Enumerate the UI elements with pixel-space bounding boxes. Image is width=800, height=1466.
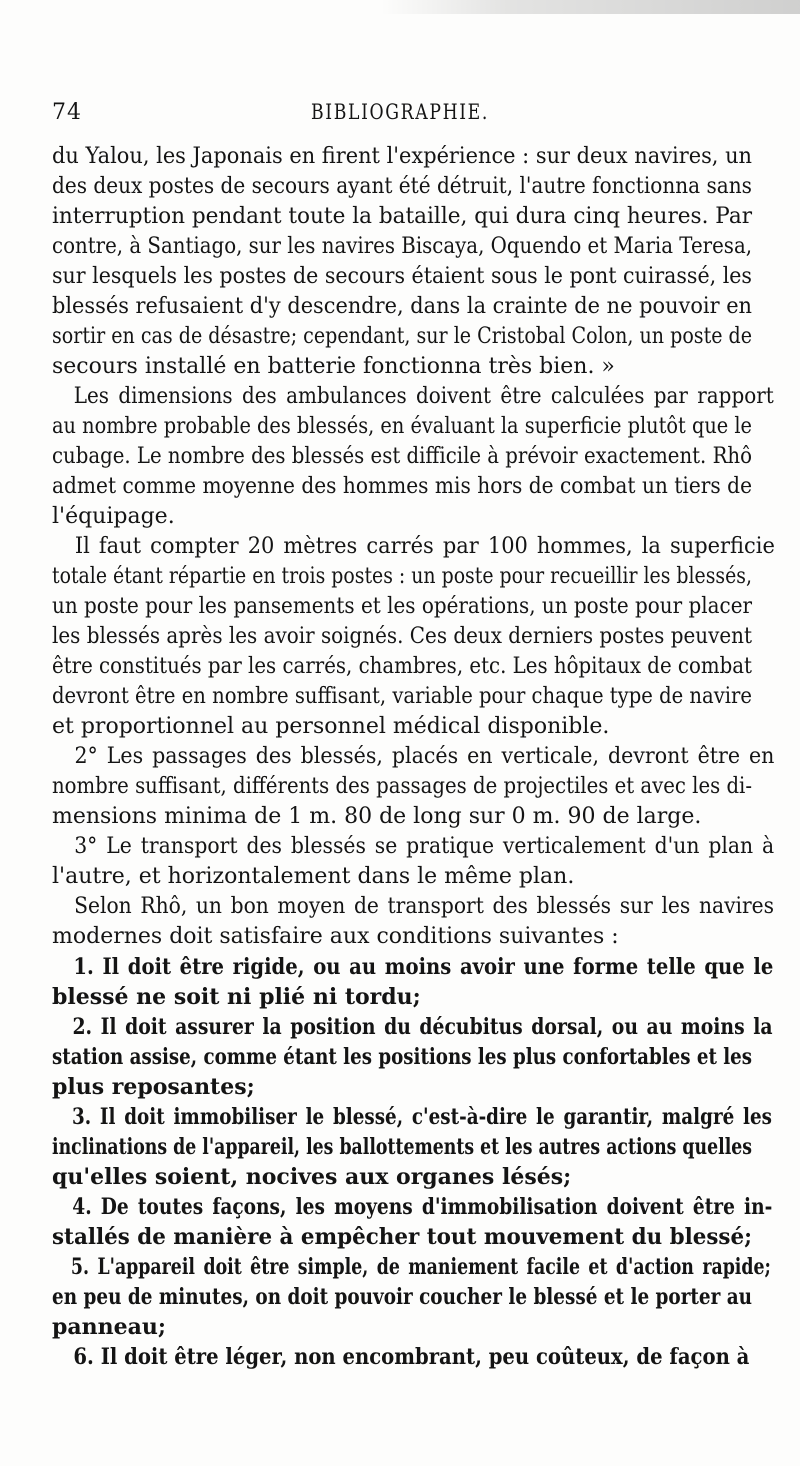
text-line: sortir en cas de désastre; cependant, sur le Cristobal Colon, un poste de bbox=[52, 324, 753, 349]
text-line: panneau; bbox=[52, 1314, 166, 1340]
text-line: totale étant répartie en trois postes : un poste pour recueillir les blessés, bbox=[52, 564, 752, 589]
text-line: 5. L'appareil doit être simple, de maniement facile et d'action rapide; bbox=[70, 1254, 771, 1280]
text-line: être constitués par les carrés, chambres, etc. Les hôpitaux de combat bbox=[52, 654, 752, 679]
paragraph bbox=[52, 1252, 771, 1342]
text-line: 3. Il doit immobiliser le blessé, c'est-à-dire le garantir, malgré les bbox=[71, 1104, 773, 1130]
text-line: l'équipage. bbox=[52, 504, 175, 529]
text-line: Les dimensions des ambulances doivent être calculées par rapport bbox=[73, 384, 774, 409]
paragraph bbox=[52, 1102, 773, 1192]
running-title: BIBLIOGRAPHIE. bbox=[310, 100, 490, 124]
text-line: blessés refusaient d'y descendre, dans la crainte de ne pouvoir en bbox=[52, 294, 753, 319]
text-line: 3° Le transport des blessés se pratique verticalement d'un plan à bbox=[74, 834, 775, 859]
text-line: un poste pour les pansements et les opérations, un poste pour placer bbox=[52, 594, 753, 619]
text-line: les blessés après les avoir soignés. Ces deux derniers postes peuvent bbox=[52, 624, 752, 649]
text-line: contre, à Santiago, sur les navires Biscaya, Oquendo et Maria Teresa, bbox=[52, 234, 753, 259]
text-line: et proportionnel au personnel médical disponible. bbox=[52, 714, 610, 739]
paragraph bbox=[52, 892, 775, 952]
body-text bbox=[52, 142, 775, 1372]
paragraph bbox=[52, 1192, 773, 1252]
text-line: blessé ne soit ni plié ni tordu; bbox=[52, 984, 421, 1010]
paragraph bbox=[52, 952, 774, 1012]
text-line: inclinations de l'appareil, les ballottements et les autres actions quelles bbox=[52, 1134, 753, 1160]
text-line: 2° Les passages des blessés, placés en verticale, devront être en bbox=[74, 744, 775, 769]
text-line: l'autre, et horizontalement dans le même plan. bbox=[52, 864, 575, 889]
text-line: devront être en nombre suffisant, variable pour chaque type de navire bbox=[52, 684, 753, 709]
paragraph bbox=[52, 1012, 773, 1102]
text-line: Selon Rhô, un bon moyen de transport des blessés sur les navires bbox=[74, 894, 775, 919]
text-line: nombre suffisant, différents des passages de projectiles et avec les di- bbox=[52, 774, 752, 799]
text-line: admet comme moyenne des hommes mis hors de combat un tiers de bbox=[52, 474, 753, 499]
paragraph bbox=[52, 1342, 752, 1372]
scan-shadow bbox=[380, 0, 800, 14]
page-number: 74 bbox=[52, 100, 82, 125]
text-line: 2. Il doit assurer la position du décubitus dorsal, ou au moins la bbox=[72, 1014, 773, 1040]
text-line: mensions minima de 1 m. 80 de long sur 0 m. 90 de large. bbox=[52, 804, 702, 829]
paragraph bbox=[52, 142, 752, 382]
text-line: 4. De toutes façons, les moyens d'immobilisation doivent être in- bbox=[72, 1194, 773, 1220]
text-line: stallés de manière à empêcher tout mouvement du blessé; bbox=[52, 1224, 753, 1250]
text-line: plus reposantes; bbox=[52, 1074, 255, 1100]
text-line: qu'elles soient, nocives aux organes lésés; bbox=[52, 1164, 572, 1190]
text-line: station assise, comme étant les positions les plus confortables et les bbox=[52, 1044, 753, 1070]
text-line: des deux postes de secours ayant été détruit, l'autre fonctionna sans bbox=[52, 174, 752, 199]
paragraph bbox=[52, 532, 775, 742]
text-line: au nombre probable des blessés, en évaluant la superficie plutôt que le bbox=[52, 414, 752, 439]
text-line: interruption pendant toute la bataille, qui dura cinq heures. Par bbox=[52, 204, 753, 229]
text-line: modernes doit satisfaire aux conditions suivantes : bbox=[52, 924, 619, 949]
text-line: 1. Il doit être rigide, ou au moins avoir une forme telle que le bbox=[73, 954, 774, 980]
text-line: sur lesquels les postes de secours étaient sous le pont cuirassé, les bbox=[52, 264, 752, 289]
paragraph bbox=[52, 382, 774, 532]
text-line: secours installé en batterie fonctionna très bien. » bbox=[52, 354, 615, 379]
text-line: cubage. Le nombre des blessés est difficile à prévoir exactement. Rhô bbox=[52, 444, 752, 469]
page-header bbox=[50, 100, 750, 136]
paragraph bbox=[52, 832, 775, 892]
text-line: en peu de minutes, on doit pouvoir coucher le blessé et le porter au bbox=[52, 1284, 753, 1310]
text-line: du Yalou, les Japonais en firent l'expérience : sur deux navires, un bbox=[52, 144, 753, 169]
text-line: 6. Il doit être léger, non encombrant, peu coûteux, de façon à bbox=[73, 1344, 750, 1370]
text-line: Il faut compter 20 mètres carrés par 100 hommes, la superficie bbox=[74, 534, 775, 559]
paragraph bbox=[52, 742, 775, 832]
